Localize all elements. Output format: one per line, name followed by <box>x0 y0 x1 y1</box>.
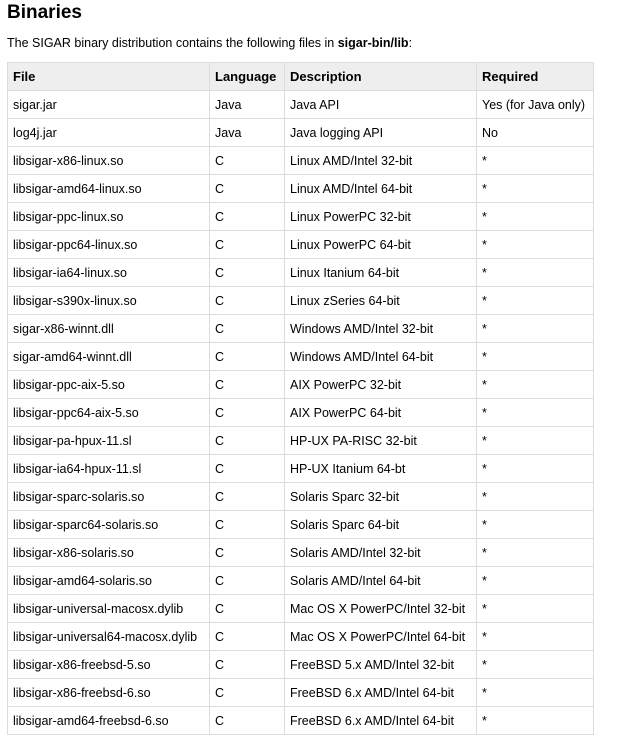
cell-file: libsigar-x86-solaris.so <box>8 539 210 567</box>
cell-required: * <box>477 427 594 455</box>
cell-file: sigar-amd64-winnt.dll <box>8 343 210 371</box>
table-row <box>8 371 594 399</box>
table-row <box>8 231 594 259</box>
cell-required: * <box>477 343 594 371</box>
table-row <box>8 707 594 735</box>
cell-required: * <box>477 371 594 399</box>
cell-language: C <box>210 399 285 427</box>
table-row <box>8 483 594 511</box>
table-row <box>8 203 594 231</box>
cell-file: libsigar-x86-freebsd-6.so <box>8 679 210 707</box>
cell-language: C <box>210 287 285 315</box>
cell-language: C <box>210 259 285 287</box>
cell-description: HP-UX PA-RISC 32-bit <box>285 427 477 455</box>
cell-required: * <box>477 483 594 511</box>
table-body <box>8 91 594 735</box>
cell-file: libsigar-x86-freebsd-5.so <box>8 651 210 679</box>
cell-description: AIX PowerPC 32-bit <box>285 371 477 399</box>
cell-required: * <box>477 651 594 679</box>
cell-language: C <box>210 231 285 259</box>
cell-file: libsigar-amd64-solaris.so <box>8 567 210 595</box>
table-row <box>8 315 594 343</box>
cell-description: FreeBSD 6.x AMD/Intel 64-bit <box>285 707 477 735</box>
cell-language: C <box>210 623 285 651</box>
header-description: Description <box>285 63 477 91</box>
cell-language: C <box>210 427 285 455</box>
cell-required: * <box>477 679 594 707</box>
cell-language: C <box>210 567 285 595</box>
cell-language: Java <box>210 119 285 147</box>
cell-language: C <box>210 203 285 231</box>
cell-description: Linux AMD/Intel 32-bit <box>285 147 477 175</box>
cell-required: * <box>477 203 594 231</box>
cell-language: C <box>210 315 285 343</box>
cell-file: libsigar-pa-hpux-11.sl <box>8 427 210 455</box>
cell-required: * <box>477 567 594 595</box>
cell-required: * <box>477 539 594 567</box>
table-header <box>8 63 594 91</box>
table-row <box>8 119 594 147</box>
table-row <box>8 427 594 455</box>
table-row <box>8 287 594 315</box>
cell-file: libsigar-sparc64-solaris.so <box>8 511 210 539</box>
cell-description: AIX PowerPC 64-bit <box>285 399 477 427</box>
cell-description: Java logging API <box>285 119 477 147</box>
table-row <box>8 175 594 203</box>
cell-description: Windows AMD/Intel 64-bit <box>285 343 477 371</box>
cell-file: libsigar-amd64-linux.so <box>8 175 210 203</box>
cell-description: Java API <box>285 91 477 119</box>
cell-required: * <box>477 623 594 651</box>
cell-required: * <box>477 399 594 427</box>
header-row <box>8 63 594 91</box>
cell-required: * <box>477 511 594 539</box>
cell-description: Linux PowerPC 64-bit <box>285 231 477 259</box>
table-row <box>8 91 594 119</box>
cell-required: * <box>477 595 594 623</box>
cell-file: libsigar-ppc-aix-5.so <box>8 371 210 399</box>
table-row <box>8 539 594 567</box>
cell-file: libsigar-ppc64-linux.so <box>8 231 210 259</box>
cell-language: C <box>210 707 285 735</box>
cell-file: libsigar-ppc-linux.so <box>8 203 210 231</box>
cell-language: C <box>210 511 285 539</box>
cell-language: C <box>210 595 285 623</box>
table-row <box>8 567 594 595</box>
cell-required: * <box>477 175 594 203</box>
cell-language: C <box>210 539 285 567</box>
cell-description: Solaris Sparc 64-bit <box>285 511 477 539</box>
cell-required: * <box>477 287 594 315</box>
cell-language: C <box>210 651 285 679</box>
cell-file: libsigar-ppc64-aix-5.so <box>8 399 210 427</box>
intro-suffix: : <box>408 36 413 50</box>
intro-paragraph <box>7 35 412 51</box>
binaries-table <box>7 62 594 735</box>
table-row <box>8 623 594 651</box>
cell-required: Yes (for Java only) <box>477 91 594 119</box>
cell-file: libsigar-amd64-freebsd-6.so <box>8 707 210 735</box>
intro-path: sigar-bin/lib <box>337 36 409 50</box>
cell-description: Solaris AMD/Intel 32-bit <box>285 539 477 567</box>
header-language: Language <box>210 63 285 91</box>
cell-language: C <box>210 455 285 483</box>
cell-file: libsigar-universal64-macosx.dylib <box>8 623 210 651</box>
table-row <box>8 679 594 707</box>
cell-description: Mac OS X PowerPC/Intel 64-bit <box>285 623 477 651</box>
cell-file: libsigar-sparc-solaris.so <box>8 483 210 511</box>
cell-description: Linux PowerPC 32-bit <box>285 203 477 231</box>
intro-text: The SIGAR binary distribution contains the following files in <box>7 36 338 50</box>
cell-description: Linux AMD/Intel 64-bit <box>285 175 477 203</box>
cell-file: sigar-x86-winnt.dll <box>8 315 210 343</box>
cell-required: * <box>477 315 594 343</box>
cell-file: libsigar-x86-linux.so <box>8 147 210 175</box>
table-row <box>8 595 594 623</box>
cell-required: No <box>477 119 594 147</box>
cell-language: C <box>210 679 285 707</box>
cell-language: C <box>210 371 285 399</box>
cell-description: Windows AMD/Intel 32-bit <box>285 315 477 343</box>
cell-file: libsigar-ia64-linux.so <box>8 259 210 287</box>
cell-description: Linux zSeries 64-bit <box>285 287 477 315</box>
cell-required: * <box>477 259 594 287</box>
cell-description: FreeBSD 5.x AMD/Intel 32-bit <box>285 651 477 679</box>
cell-file: libsigar-ia64-hpux-11.sl <box>8 455 210 483</box>
cell-language: C <box>210 147 285 175</box>
cell-required: * <box>477 147 594 175</box>
table-row <box>8 343 594 371</box>
cell-description: Solaris AMD/Intel 64-bit <box>285 567 477 595</box>
table-row <box>8 455 594 483</box>
header-required: Required <box>477 63 594 91</box>
cell-description: Solaris Sparc 32-bit <box>285 483 477 511</box>
cell-description: HP-UX Itanium 64-bt <box>285 455 477 483</box>
cell-required: * <box>477 231 594 259</box>
table-row <box>8 259 594 287</box>
cell-language: C <box>210 175 285 203</box>
cell-language: C <box>210 483 285 511</box>
cell-language: C <box>210 343 285 371</box>
cell-required: * <box>477 455 594 483</box>
table-row <box>8 399 594 427</box>
table-row <box>8 511 594 539</box>
header-file: File <box>8 63 210 91</box>
cell-file: libsigar-universal-macosx.dylib <box>8 595 210 623</box>
cell-description: Linux Itanium 64-bit <box>285 259 477 287</box>
cell-language: Java <box>210 91 285 119</box>
page-heading: Binaries <box>7 2 82 23</box>
table-row <box>8 651 594 679</box>
cell-description: FreeBSD 6.x AMD/Intel 64-bit <box>285 679 477 707</box>
cell-file: sigar.jar <box>8 91 210 119</box>
cell-required: * <box>477 707 594 735</box>
cell-file: libsigar-s390x-linux.so <box>8 287 210 315</box>
cell-file: log4j.jar <box>8 119 210 147</box>
cell-description: Mac OS X PowerPC/Intel 32-bit <box>285 595 477 623</box>
table-row <box>8 147 594 175</box>
